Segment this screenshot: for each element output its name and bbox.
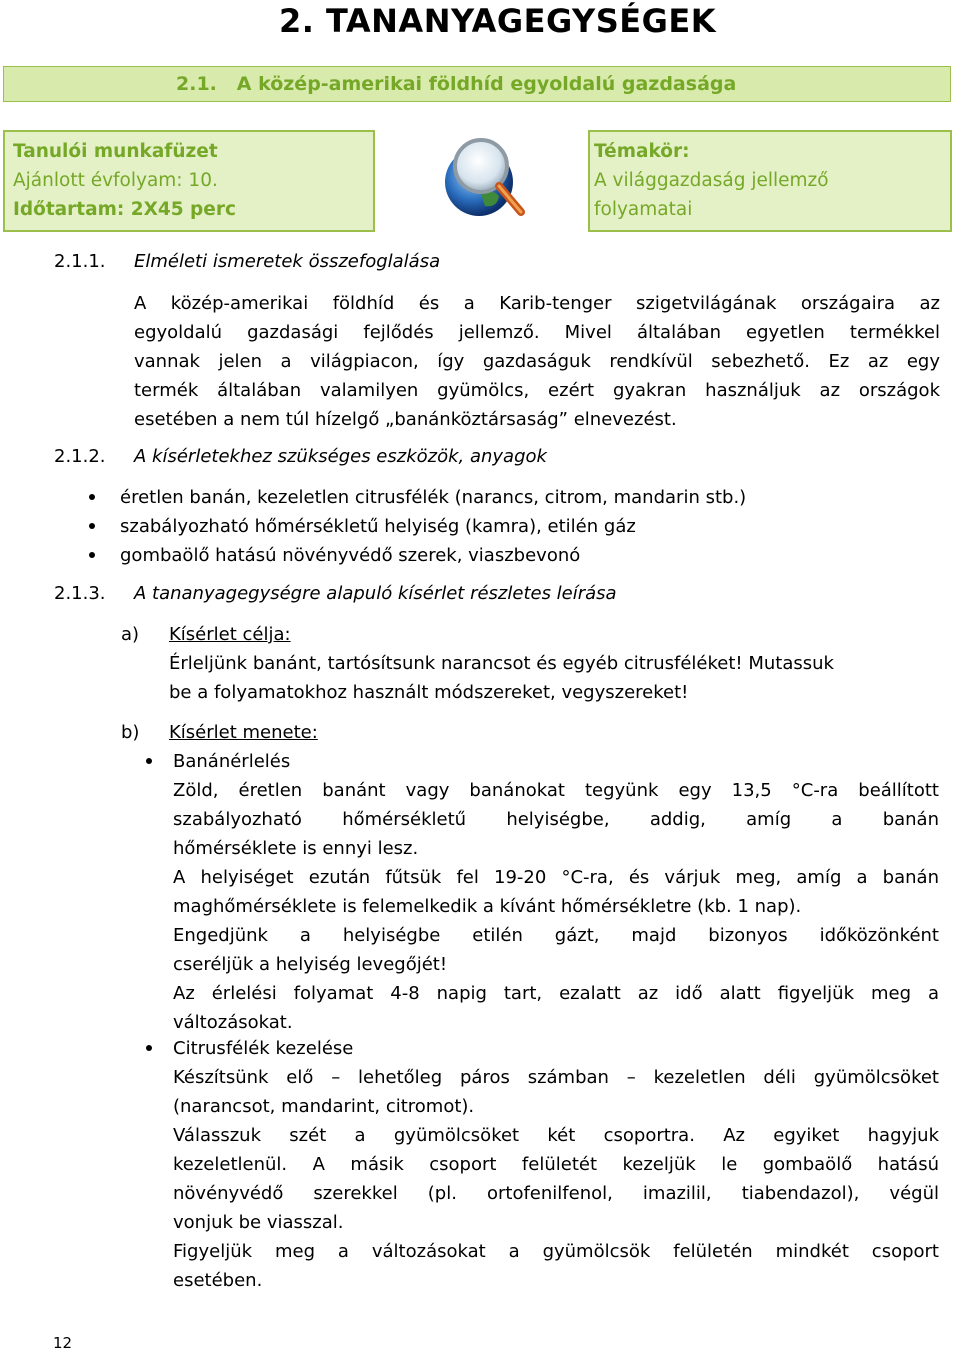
materials-item: gombaölő hatású növényvédő szerek, viaszbevonó bbox=[120, 545, 581, 566]
procedure-heading: Kísérlet menete: bbox=[169, 722, 318, 743]
procedure-line: hőmérséklete is ennyi lesz. bbox=[173, 838, 419, 859]
recommended-grade: Ajánlott évfolyam: 10. bbox=[13, 170, 218, 191]
subsection-heading-2 bbox=[54, 446, 547, 467]
aim-line: be a folyamatokhoz használt módszereket, vegyszereket! bbox=[169, 682, 689, 703]
subsection-number: 2.1.3. bbox=[54, 583, 106, 604]
info-table bbox=[3, 130, 952, 232]
bullet bbox=[89, 552, 95, 558]
paragraph-line: esetében a nem túl hízelgő „banánköztársaság” elnevezést. bbox=[134, 409, 677, 430]
subsection-number: 2.1.1. bbox=[54, 251, 106, 272]
procedure-line: változásokat. bbox=[173, 1012, 293, 1033]
topic-line-2: folyamatai bbox=[594, 199, 693, 220]
procedure-line: Engedjünk a helyiségbe etilén gázt, majd bizonyos időközönként bbox=[173, 925, 939, 946]
duration: Időtartam: 2X45 perc bbox=[13, 199, 236, 220]
procedure-line: cseréljük a helyiség levegőjét! bbox=[173, 954, 448, 975]
paragraph-line: vannak jelen a világpiacon, így gazdaságuk rendkívül sebezhető. Ez az egy bbox=[134, 351, 940, 372]
topic-label: Témakör: bbox=[594, 141, 690, 162]
procedure-line: maghőmérséklete is felemelkedik a kívánt hőmérsékletre (kb. 1 nap). bbox=[173, 896, 802, 917]
subsection-heading-3 bbox=[54, 583, 617, 604]
info-icon-cell bbox=[373, 130, 590, 232]
worksheet-label: Tanulói munkafüzet bbox=[13, 141, 218, 162]
materials-item: éretlen banán, kezeletlen citrusfélék (narancs, citrom, mandarin stb.) bbox=[120, 487, 747, 508]
subsection-number: 2.1.2. bbox=[54, 446, 106, 467]
topic-line-1: A világgazdaság jellemző bbox=[594, 170, 829, 191]
section-number: 2.1. bbox=[176, 73, 217, 95]
paragraph-line: termék általában valamilyen gyümölcs, ezért gyakran használjuk az országok bbox=[134, 380, 940, 401]
info-left-cell bbox=[13, 137, 236, 224]
materials-item: szabályozható hőmérsékletű helyiség (kamra), etilén gáz bbox=[120, 516, 636, 537]
banana-ripening-title: Banánérlelés bbox=[173, 751, 291, 772]
subsection-title: A kísérletekhez szükséges eszközök, anyagok bbox=[134, 446, 547, 467]
citrus-treatment-text bbox=[173, 1063, 939, 1295]
procedure-line: Válasszuk szét a gyümölcsöket két csoportra. Az egyiket hagyjuk bbox=[173, 1125, 939, 1146]
procedure-line: Készítsünk elő – lehetőleg páros számban – kezeletlen déli gyümölcsöket bbox=[173, 1067, 939, 1088]
procedure-line: szabályozható hőmérsékletű helyiségbe, addig, amíg a banán bbox=[173, 809, 939, 830]
page-number: 12 bbox=[53, 1334, 73, 1352]
subsection-title: Elméleti ismeretek összefoglalása bbox=[134, 251, 441, 272]
citrus-treatment-title: Citrusfélék kezelése bbox=[173, 1038, 354, 1059]
list-marker-a: a) bbox=[121, 624, 140, 645]
banana-ripening-text bbox=[173, 776, 939, 1037]
procedure-line: Az érlelési folyamat 4-8 napig tart, ezalatt az idő alatt figyeljük meg a bbox=[173, 983, 939, 1004]
globe-magnifier-icon bbox=[441, 132, 531, 226]
section-title bbox=[176, 73, 736, 95]
chapter-title: 2. TANANYAGEGYSÉGEK bbox=[278, 2, 717, 40]
procedure-line: esetében. bbox=[173, 1270, 263, 1291]
list-marker-b: b) bbox=[121, 722, 140, 743]
bullet bbox=[146, 1045, 152, 1051]
procedure-line: Figyeljük meg a változásokat a gyümölcsök felületén mindkét csoport bbox=[173, 1241, 939, 1262]
aim-line: Érleljünk banánt, tartósítsunk narancsot és egyéb citrusféléket! Mutassuk bbox=[169, 653, 834, 674]
procedure-line: A helyiséget ezután fűtsük fel 19-20 °C-ra, és várjuk meg, amíg a banán bbox=[173, 867, 939, 888]
paragraph-line: egyoldalú gazdasági fejlődés jellemző. Mivel általában egyetlen termékkel bbox=[134, 322, 940, 343]
bullet bbox=[89, 494, 95, 500]
procedure-line: kezeletlenül. A másik csoport felületét kezeljük le gombaölő hatású bbox=[173, 1154, 939, 1175]
subsection-title: A tananyagegységre alapuló kísérlet részletes leírása bbox=[134, 583, 617, 604]
section-title-text: A közép-amerikai földhíd egyoldalú gazdasága bbox=[236, 73, 737, 95]
info-right-cell bbox=[594, 137, 829, 224]
aim-text bbox=[169, 649, 939, 707]
bullet bbox=[146, 758, 152, 764]
procedure-line: növényvédő szerekkel (pl. ortofenilfenol, imazilil, tiabendazol), végül bbox=[173, 1183, 939, 1204]
paragraph-line: A közép-amerikai földhíd és a Karib-tenger szigetvilágának országaira az bbox=[134, 293, 940, 314]
section-title-bar bbox=[3, 66, 951, 102]
procedure-line: vonjuk be viasszal. bbox=[173, 1212, 344, 1233]
subsection-heading-1 bbox=[54, 251, 440, 272]
theory-paragraph bbox=[134, 289, 940, 434]
procedure-line: Zöld, éretlen banánt vagy banánokat tegyünk egy 13,5 °C-ra beállított bbox=[173, 780, 939, 801]
aim-heading: Kísérlet célja: bbox=[169, 624, 291, 645]
bullet bbox=[89, 523, 95, 529]
procedure-line: (narancsot, mandarint, citromot). bbox=[173, 1096, 475, 1117]
